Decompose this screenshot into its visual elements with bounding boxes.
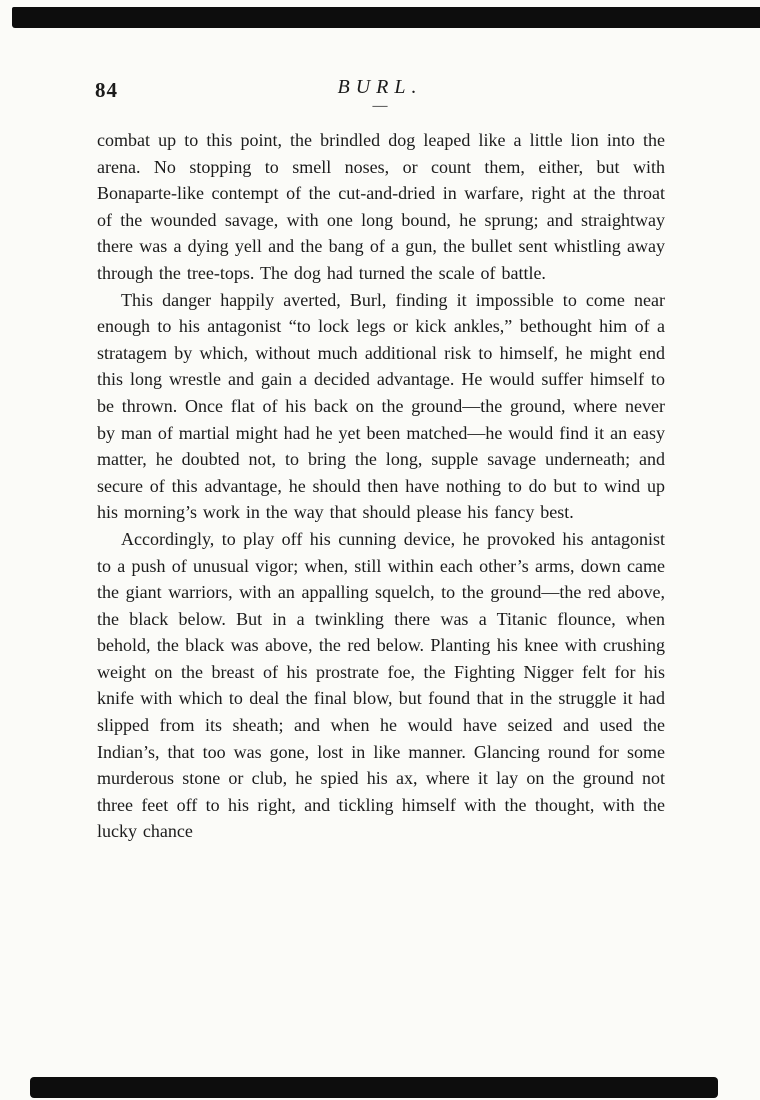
paragraph-1: combat up to this point, the brindled dog leaped like a little lion into the arena. No stopping to smell noses, or count them, either, but with Bonaparte-like contempt of the cut-and-dried in warfare, right at the throat of the wounded savage, with one long bound, he sprung; and straightway there was a dying yell and the bang of a gun, the bullet sent whistling away through the tree-tops. The dog had turned the scale of battle. bbox=[97, 130, 665, 283]
body-text bbox=[97, 127, 665, 845]
page-header bbox=[95, 76, 665, 126]
page-number: 84 bbox=[95, 78, 118, 102]
scan-edge-bottom bbox=[30, 1077, 718, 1098]
running-title: BURL. bbox=[337, 76, 423, 98]
scan-edge-top bbox=[12, 7, 760, 28]
header-rule-dash: — bbox=[372, 98, 388, 114]
paragraph-2: This danger happily averted, Burl, finding it impossible to come near enough to his antagonist “to lock legs or kick ankles,” bethought him of a stratagem by which, without much additional risk to himself, he might end this long wrestle and gain a decided advantage. He would suffer himself to be thrown. Once flat of his back on the ground—the ground, where never by man of martial might had he yet been matched—he would find it an easy matter, he doubted not, to bring the long, supple savage underneath; and secure of this advantage, he should then have nothing to do but to wind up his morning’s work in the way that should please his fancy best. bbox=[97, 289, 665, 523]
paragraph-3: Accordingly, to play off his cunning device, he provoked his antagonist to a push of unusual vigor; when, still within each other’s arms, down came the giant warriors, with an appalling squelch, to the ground—the red above, the black below. But in a twinkling there was a Titanic flounce, when behold, the black was above, the red below. Planting his knee with crushing weight on the breast of his prostrate foe, the Fighting Nigger felt for his knife with which to deal the final blow, but found that in the struggle it had slipped from its sheath; and when he would have seized and used the Indian’s, that too was gone, lost in like manner. Glancing round for some murderous stone or club, he spied his ax, where it lay on the ground not three feet off to his right, and tickling himself with the thought, with the lucky chance bbox=[97, 528, 665, 842]
